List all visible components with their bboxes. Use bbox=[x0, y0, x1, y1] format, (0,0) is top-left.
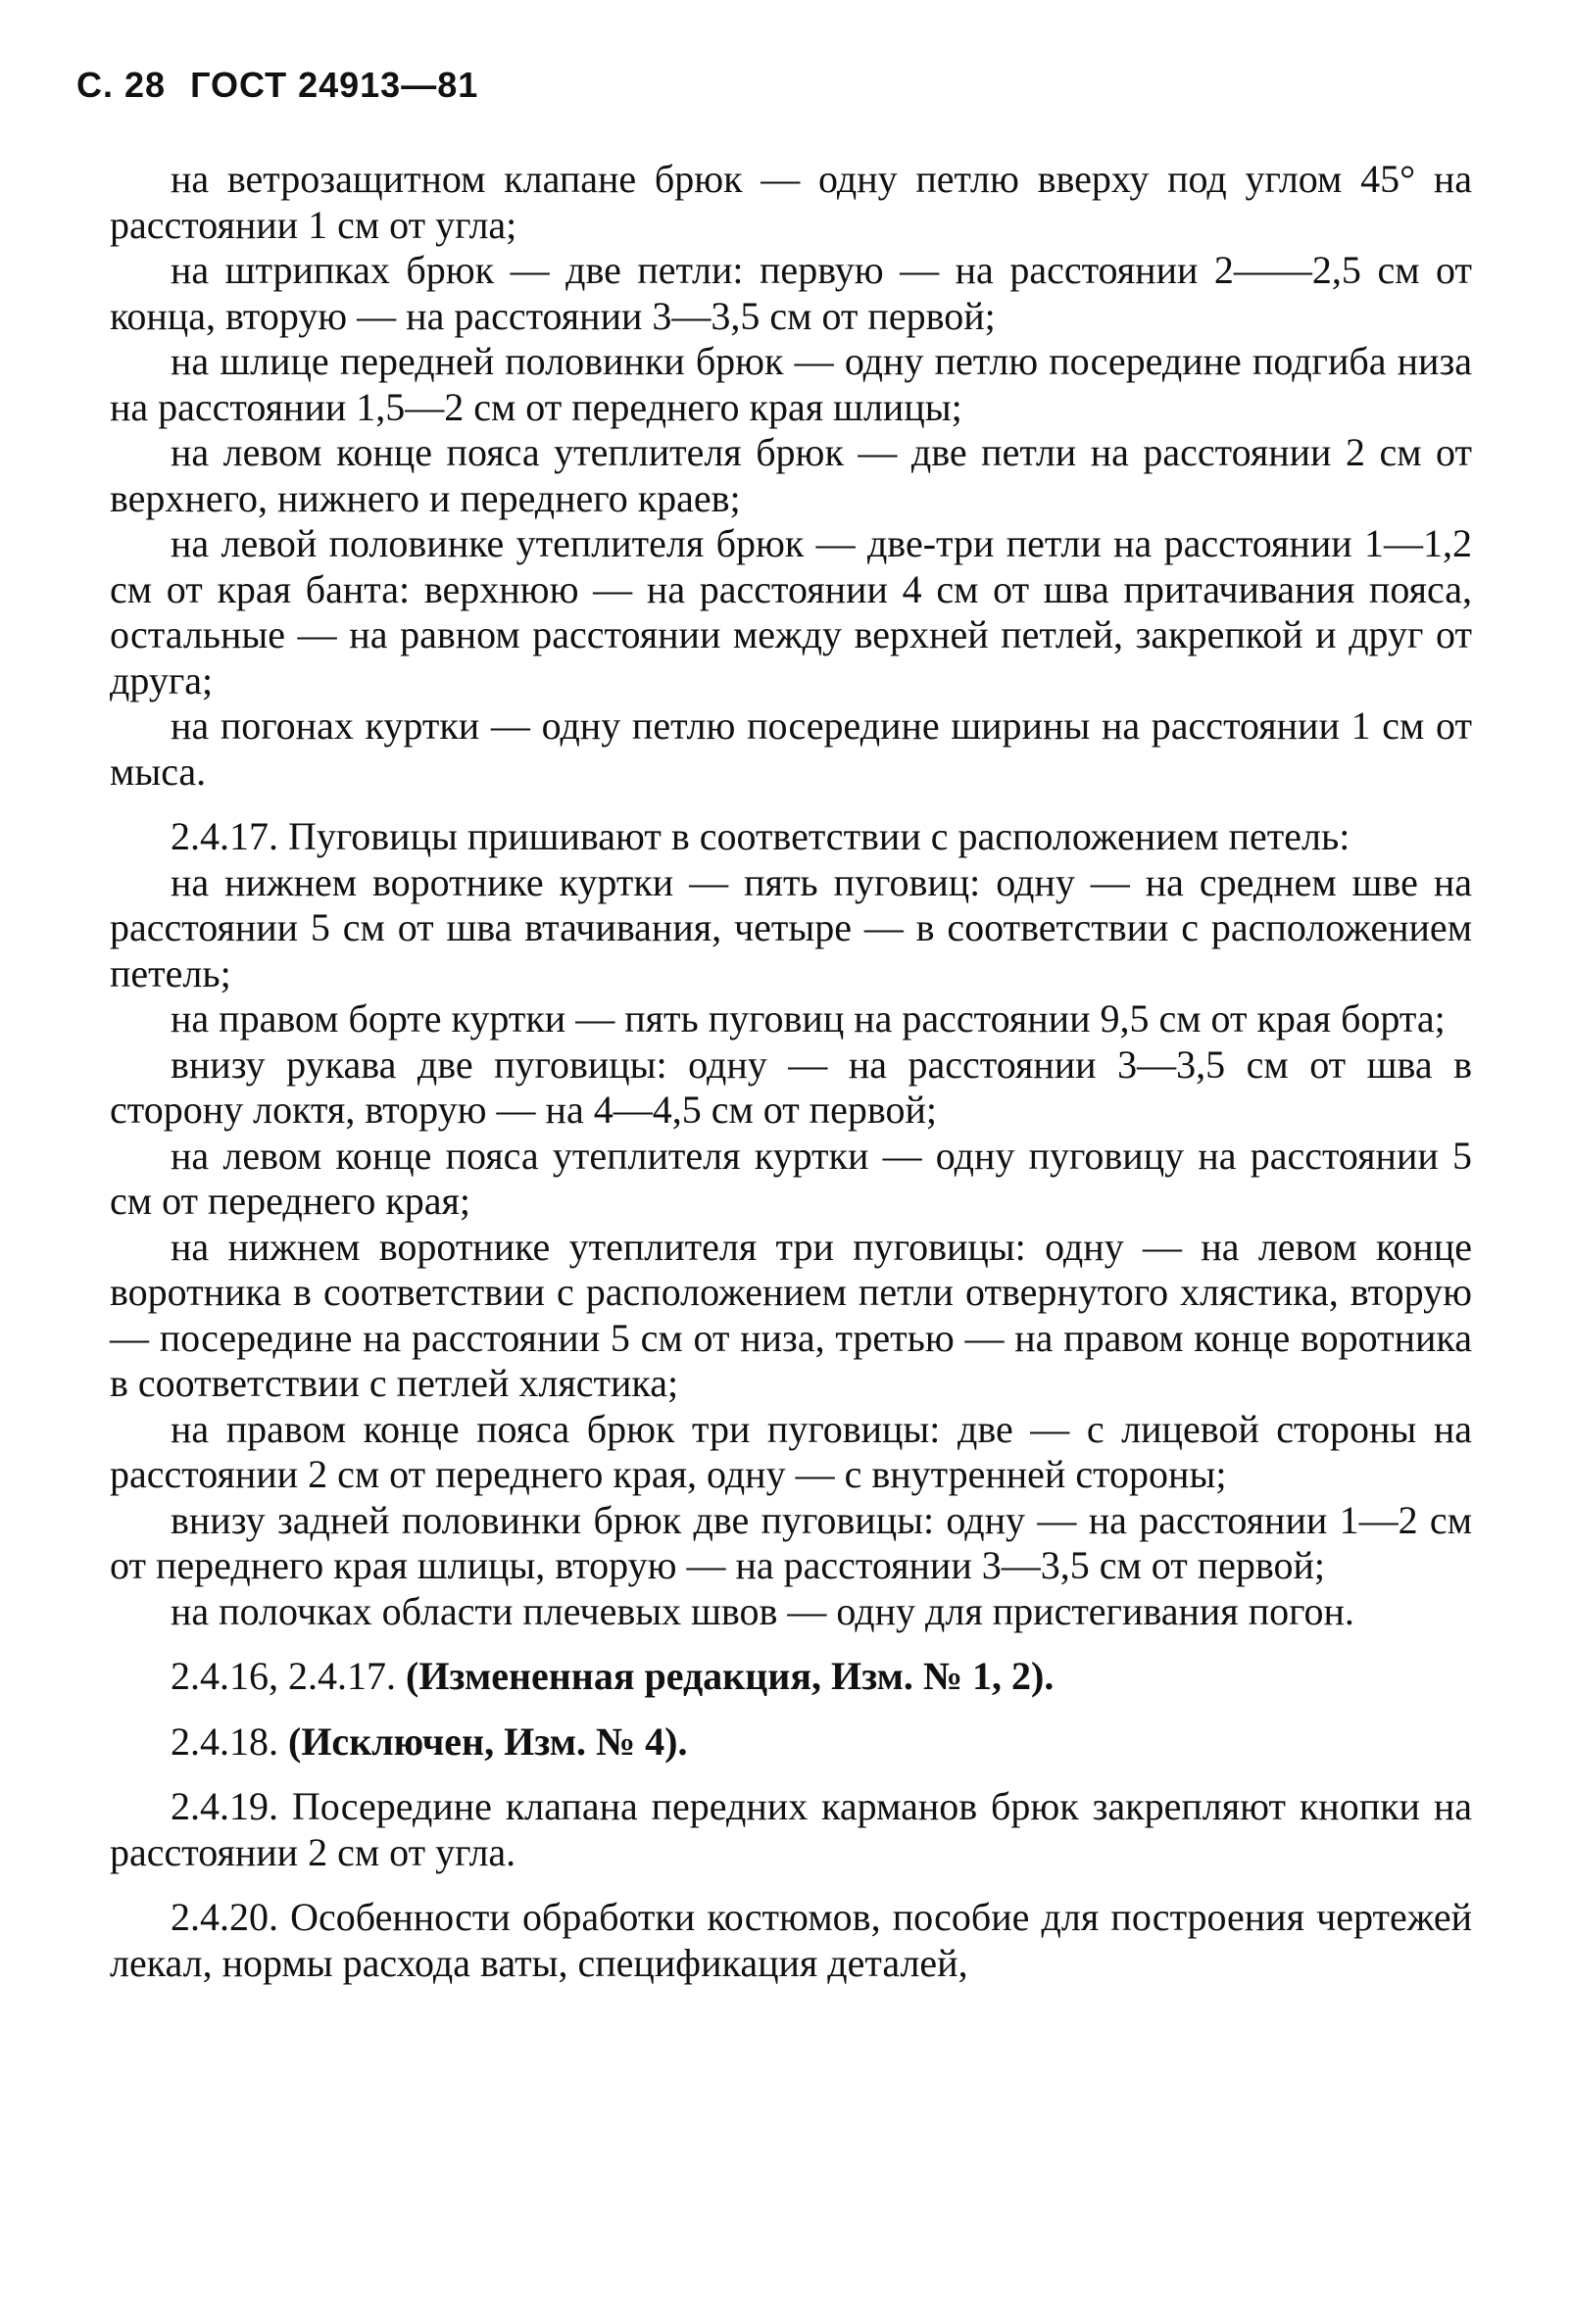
amendment-text: (Исключен, Изм. № 4). bbox=[288, 1719, 688, 1764]
amendment-number: 2.4.16, 2.4.17. bbox=[171, 1654, 396, 1698]
amendment-number: 2.4.18. bbox=[171, 1719, 278, 1764]
paragraph-lower-collar: на нижнем воротнике куртки — пять пуговиц: одну — на среднем шве на расстоянии 5 см от шва втачивания, четыре — в соответствии с расположением петель; bbox=[110, 859, 1472, 995]
paragraph-slit: на шлице передней половинки брюк — одну петлю посередине подгиба низа на расстоянии 1,5—2 см от переднего края шлицы; bbox=[110, 339, 1472, 429]
page-header bbox=[76, 65, 492, 106]
document-body bbox=[110, 157, 1472, 1986]
paragraph-shoulder-seams: на полочках области плечевых швов — одну для пристегивания погон. bbox=[171, 1588, 1354, 1633]
paragraph-trouser-belt: на правом конце пояса брюк три пуговицы: две — с лицевой стороны на расстоянии 2 см от переднего края, одну — с внутренней стороны; bbox=[110, 1406, 1472, 1496]
page-number: С. 28 bbox=[76, 65, 167, 105]
standard-number: ГОСТ 24913—81 bbox=[190, 65, 479, 105]
paragraph-straps: на штрипках брюк — две петли: первую — на расстоянии 2——2,5 см от конца, вторую — на расстоянии 3—3,5 см от первой; bbox=[110, 248, 1472, 338]
amendment-2-4-18 bbox=[110, 1719, 1472, 1766]
paragraph-insulation-collar: на нижнем воротнике утеплителя три пуговицы: одну — на левом конце воротника в соответствии с расположением петли отвернутого хлястика, вторую — посередине на расстоянии 5 см от низа, третью — на правом конце воротника в соответствии с петлей хлястика; bbox=[110, 1224, 1472, 1405]
section-2-4-20: 2.4.20. Особенности обработки костюмов, пособие для построения чертежей лекал, нормы расхода ваты, спецификация деталей, bbox=[110, 1895, 1472, 1985]
amendment-text: (Измененная редакция, Изм. № 1, 2). bbox=[406, 1654, 1055, 1698]
paragraph-jacket-insulation-belt: на левом конце пояса утеплителя куртки — одну пуговицу на расстоянии 5 см от переднего края; bbox=[110, 1133, 1472, 1223]
section-2-4-19: 2.4.19. Посередине клапана передних карманов брюк закрепляют кнопки на расстоянии 2 см от угла. bbox=[110, 1784, 1472, 1874]
amendment-2-4-16 bbox=[110, 1654, 1472, 1700]
paragraph-insulation-belt: на левом конце пояса утеплителя брюк — две петли на расстоянии 2 см от верхнего, нижнего и переднего краев; bbox=[110, 430, 1472, 520]
paragraph-shoulder-straps: на погонах куртки — одну петлю посередине ширины на расстоянии 1 см от мыса. bbox=[110, 703, 1472, 794]
paragraph-insulation-half: на левой половинке утеплителя брюк — две-три петли на расстоянии 1—1,2 см от края банта: верхнюю — на расстоянии 4 см от шва притачивания пояса, остальные — на равном расстоянии между верхней петлей, закрепкой и друг от друга; bbox=[110, 521, 1472, 702]
section-2-4-17: 2.4.17. Пуговицы пришивают в соответствии с расположением петель: bbox=[171, 814, 1350, 858]
paragraph-right-board: на правом борте куртки — пять пуговиц на расстоянии 9,5 см от края борта; bbox=[171, 996, 1446, 1041]
paragraph-windproof-flap: на ветрозащитном клапане брюк — одну петлю вверху под углом 45° на расстоянии 1 см от угла; bbox=[110, 157, 1472, 247]
paragraph-back-half: внизу задней половинки брюк две пуговицы: одну — на расстоянии 1—2 см от переднего края шлицы, вторую — на расстоянии 3—3,5 см от первой; bbox=[110, 1497, 1472, 1587]
paragraph-sleeve: внизу рукава две пуговицы: одну — на расстоянии 3—3,5 см от шва в сторону локтя, вторую — на 4—4,5 см от первой; bbox=[110, 1041, 1472, 1132]
